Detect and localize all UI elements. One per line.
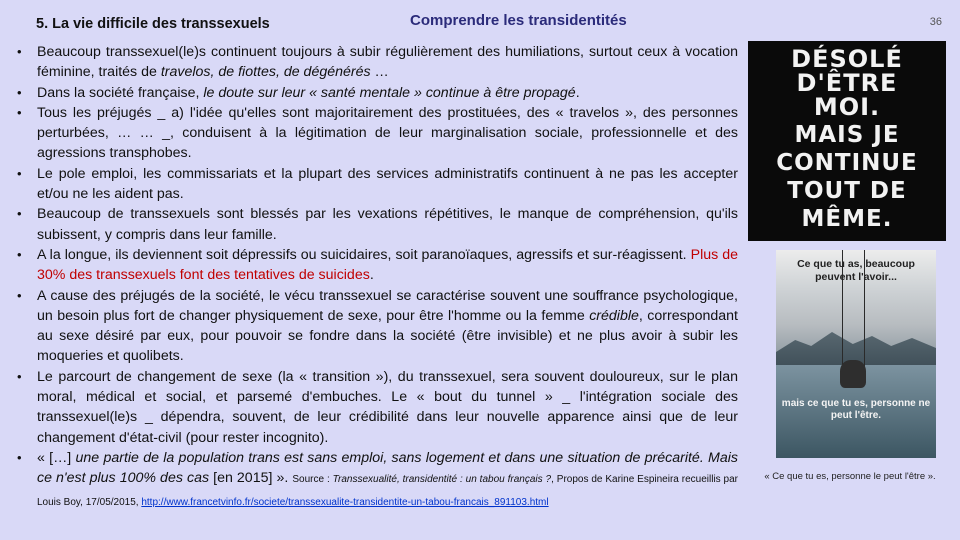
poster-line: DÉSOLÉ: [791, 45, 903, 73]
section-title: 5. La vie difficile des transsexuels: [36, 16, 270, 32]
poster-line: MAIS JE: [794, 122, 900, 148]
image-text-top: Ce que tu as, beaucoup peuvent l'avoir...: [797, 258, 915, 283]
poster-line: MÊME.: [801, 206, 893, 232]
image-text-bottom: mais ce que tu es, personne ne peut l'être.: [781, 398, 931, 421]
image-caption: « Ce que tu es, personne le peut l'être ».: [764, 471, 936, 482]
list-item: • Beaucoup transsexuel(le)s continuent toujours à subir régulièrement des humiliations, surtout ceux à vocation féminine, traités de travelos, de fiottes, de dégénérés …: [37, 42, 738, 83]
page-number: 36: [929, 16, 942, 28]
swing-lake-image: [776, 250, 936, 458]
list-item: • « […] une partie de la population trans est sans emploi, sans logement et dans une situation de précarité. Mais ce n'est plus 100% des cas [en 2015] ». Source : Transsexualité, transidentité : un tabou français ?, Propos de Karine Espineira recueillis par Louis Boy, 17/05/2015, http://www.francetvinfo.fr/societe/transsexualite-transidentite-un-tabou-francais_891103.html: [37, 448, 738, 513]
poster-line: CONTINUE: [776, 150, 918, 176]
list-item: • Tous les préjugés _ a) l'idée qu'elles sont majoritairement des prostituées, des « travelos », des personnes perturbées, … … _, conduisent à la légitimation de leur marginalisation sociale, professionnelle et des agressions transphobes.: [37, 103, 738, 164]
list-item: • Le pole emploi, les commissariats et la plupart des services administratifs continuent à ne pas les accepter et/ou ne les aident pas.: [37, 164, 738, 205]
poster-line: TOUT DE: [787, 178, 907, 204]
poster-desole-image: [748, 41, 946, 241]
suicide-stat: Plus de 30% des transsexuels font des tentatives de suicides: [37, 246, 738, 284]
list-item: • A la longue, ils deviennent soit dépressifs ou suicidaires, soit paranoïaques, agressifs et sur-réagissent. Plus de 30% des transsexuels font des tentatives de suicides.: [37, 245, 738, 286]
list-item: • Dans la société française, le doute sur leur « santé mentale » continue à être propagé.: [37, 83, 738, 103]
poster-line: D'ÊTRE: [796, 69, 898, 97]
bullet-list: [16, 42, 738, 513]
page-title: Comprendre les transidentités: [410, 12, 627, 29]
list-item: • A cause des préjugés de la société, le vécu transsexuel se caractérise souvent une souffrance psychologique, un besoin plus fort de changer physiquement de sexe, pour être l'homme ou la femme crédible, correspondant au sexe désiré par eux, pour pouvoir se fondre dans la société (être invisible) et ne plus avoir à subir les moqueries et quolibets.: [37, 286, 738, 367]
list-item: • Le parcourt de changement de sexe (la « transition »), du transsexuel, sera souvent douloureux, sur le plan moral, médical et social, et parsemé d'embuches. Le « bout du tunnel » _ l'intégration sociale des transsexuel(le)s _ dépendra, souvent, de leur crédibilité dans leur nouvelle apparence ainsi que de leur changement d'état-civil (pour rester incognito).: [37, 367, 738, 448]
source-link[interactable]: http://www.francetvinfo.fr/societe/transsexualite-transidentite-un-tabou-francais_891103.html: [141, 496, 549, 508]
swing-person-icon: [840, 360, 866, 388]
list-item: • Beaucoup de transsexuels sont blessés par les vexations répétitives, le manque de compréhension, qu'ils subissent, y compris dans leur famille.: [37, 204, 738, 245]
poster-line: MOI.: [813, 93, 881, 121]
